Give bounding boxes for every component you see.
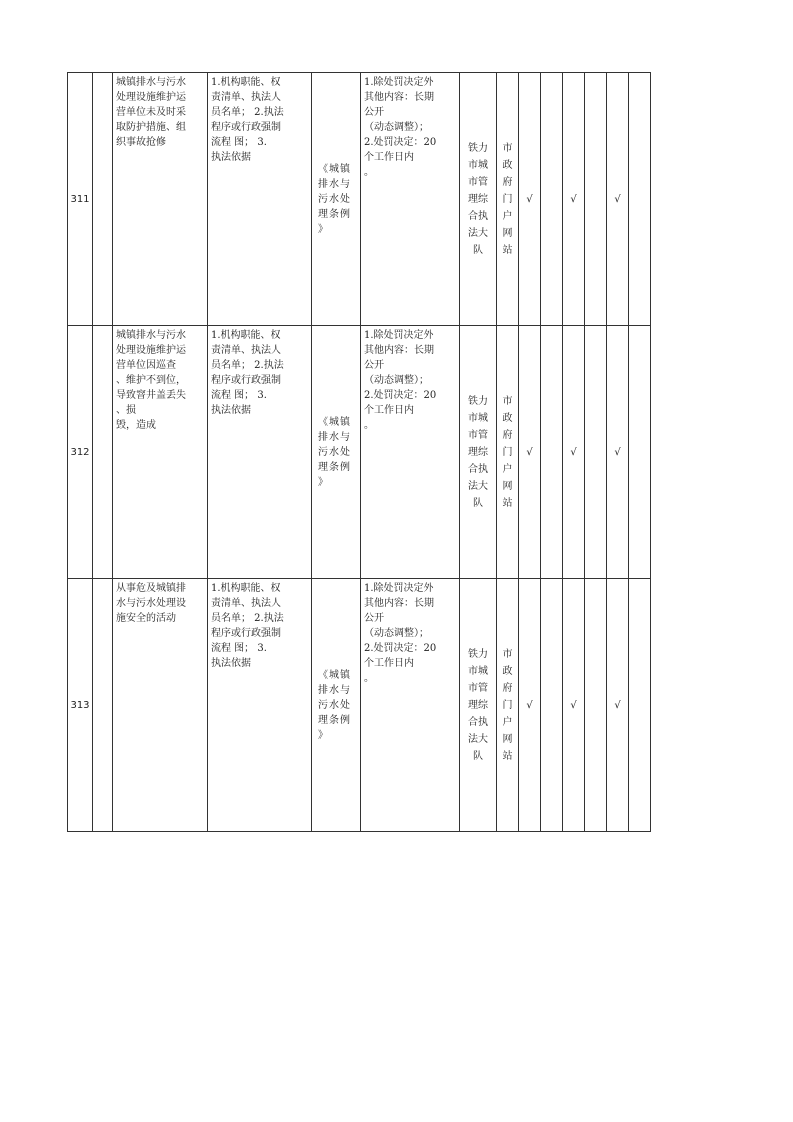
- basis-line: 污水处: [318, 446, 351, 458]
- spacer-cell: [93, 73, 113, 326]
- basis-line: 》: [318, 476, 329, 488]
- period-line: （动态调整）；: [364, 122, 429, 133]
- period-line: 2.处罚决定：20: [364, 137, 437, 148]
- content-line: 1.机构职能、权: [211, 583, 281, 594]
- empty-cell: [629, 579, 651, 832]
- item-line: 水与污水处理设: [116, 598, 186, 609]
- period-line: 1.除处罚决定外: [364, 77, 434, 88]
- content-line: 员名单； 2.执法: [211, 360, 284, 371]
- content-cell: [208, 326, 312, 579]
- row-number: 311: [68, 73, 93, 326]
- subject-cell: [460, 579, 497, 832]
- period-line: 公开: [364, 613, 384, 624]
- content-line: 程序或行政强制: [211, 628, 281, 639]
- empty-cell: [541, 579, 563, 832]
- item-line: 营单位未及时采: [116, 107, 186, 118]
- content-line: 流程 图； 3.: [211, 390, 267, 401]
- basis-cell: [312, 73, 361, 326]
- spacer-cell: [93, 579, 113, 832]
- basis-cell: [312, 326, 361, 579]
- item-line: 城镇排水与污水: [116, 330, 186, 341]
- row-number: 313: [68, 579, 93, 832]
- basis-line: 《城镇: [318, 416, 351, 428]
- basis-line: 污水处: [318, 699, 351, 711]
- basis-line: 理条例: [318, 208, 351, 220]
- empty-cell: [629, 73, 651, 326]
- empty-cell: [585, 326, 607, 579]
- item-line: 取防护措施、组: [116, 122, 186, 133]
- content-line: 员名单； 2.执法: [211, 107, 284, 118]
- period-line: 其他内容：长期: [364, 345, 434, 356]
- spacer-cell: [93, 326, 113, 579]
- check-mark: √: [519, 73, 541, 326]
- subject-text: 铁力市城市管理综合执法大队: [468, 395, 488, 509]
- table-row: [68, 326, 651, 579]
- period-line: 。: [364, 167, 374, 178]
- item-line: 、损: [116, 405, 136, 416]
- period-cell: [361, 73, 460, 326]
- content-line: 1.机构职能、权: [211, 330, 281, 341]
- subject-text: 铁力市城市管理综合执法大队: [468, 142, 488, 256]
- item-line: 处理设施维护运: [116, 345, 186, 356]
- check-mark: √: [607, 326, 629, 579]
- check-mark: √: [563, 579, 585, 832]
- basis-line: 《城镇: [318, 163, 351, 175]
- basis-line: 》: [318, 223, 329, 235]
- row-number: 312: [68, 326, 93, 579]
- content-cell: [208, 579, 312, 832]
- content-line: 执法依据: [211, 405, 251, 416]
- content-line: 流程 图； 3.: [211, 643, 267, 654]
- basis-text: [318, 162, 354, 237]
- content-line: 责清单、执法人: [211, 598, 281, 609]
- period-cell: [361, 579, 460, 832]
- basis-line: 理条例: [318, 714, 351, 726]
- empty-cell: [541, 73, 563, 326]
- basis-line: 排水与: [318, 684, 351, 696]
- item-cell: [113, 73, 208, 326]
- empty-cell: [585, 579, 607, 832]
- check-mark: √: [607, 579, 629, 832]
- check-mark: √: [563, 73, 585, 326]
- basis-line: 污水处: [318, 193, 351, 205]
- content-line: 程序或行政强制: [211, 375, 281, 386]
- period-line: 。: [364, 420, 374, 431]
- table-row: [68, 579, 651, 832]
- check-mark: √: [607, 73, 629, 326]
- channel-text: 市政府门户网站: [502, 142, 513, 256]
- subject-cell: [460, 73, 497, 326]
- content-line: 责清单、执法人: [211, 345, 281, 356]
- period-line: 2.处罚决定：20: [364, 643, 437, 654]
- basis-text: [318, 415, 354, 490]
- basis-line: 排水与: [318, 178, 351, 190]
- period-cell: [361, 326, 460, 579]
- check-mark: √: [563, 326, 585, 579]
- period-line: 公开: [364, 107, 384, 118]
- period-line: 2.处罚决定：20: [364, 390, 437, 401]
- item-line: 施安全的活动: [116, 613, 176, 624]
- table-row: [68, 73, 651, 326]
- content-line: 执法依据: [211, 658, 251, 669]
- item-line: 处理设施维护运: [116, 92, 186, 103]
- item-line: 营单位因巡查: [116, 360, 176, 371]
- item-cell: [113, 579, 208, 832]
- check-mark: √: [519, 579, 541, 832]
- basis-cell: [312, 579, 361, 832]
- channel-cell: [497, 326, 519, 579]
- item-line: 、维护不到位，: [116, 375, 186, 386]
- channel-cell: [497, 579, 519, 832]
- subject-cell: [460, 326, 497, 579]
- disclosure-table: [67, 72, 651, 832]
- basis-line: 》: [318, 729, 329, 741]
- item-line: 城镇排水与污水: [116, 77, 186, 88]
- period-line: （动态调整）；: [364, 628, 429, 639]
- period-line: 个工作日内: [364, 152, 414, 163]
- channel-text: 市政府门户网站: [502, 648, 513, 762]
- basis-line: 《城镇: [318, 669, 351, 681]
- content-cell: [208, 73, 312, 326]
- item-line: 毁，造成: [116, 420, 156, 431]
- period-line: 公开: [364, 360, 384, 371]
- content-line: 程序或行政强制: [211, 122, 281, 133]
- period-line: 其他内容：长期: [364, 92, 434, 103]
- content-line: 执法依据: [211, 152, 251, 163]
- item-cell: [113, 326, 208, 579]
- empty-cell: [541, 326, 563, 579]
- channel-cell: [497, 73, 519, 326]
- subject-text: 铁力市城市管理综合执法大队: [468, 648, 488, 762]
- period-line: 个工作日内: [364, 405, 414, 416]
- empty-cell: [585, 73, 607, 326]
- content-line: 1.机构职能、权: [211, 77, 281, 88]
- item-line: 从事危及城镇排: [116, 583, 186, 594]
- content-line: 员名单； 2.执法: [211, 613, 284, 624]
- empty-cell: [629, 326, 651, 579]
- basis-line: 排水与: [318, 431, 351, 443]
- item-line: 导致窨井盖丢失: [116, 390, 186, 401]
- period-line: （动态调整）；: [364, 375, 429, 386]
- period-line: 个工作日内: [364, 658, 414, 669]
- channel-text: 市政府门户网站: [502, 395, 513, 509]
- content-line: 流程 图； 3.: [211, 137, 267, 148]
- content-line: 责清单、执法人: [211, 92, 281, 103]
- check-mark: √: [519, 326, 541, 579]
- period-line: 。: [364, 673, 374, 684]
- period-line: 1.除处罚决定外: [364, 330, 434, 341]
- period-line: 1.除处罚决定外: [364, 583, 434, 594]
- basis-text: [318, 668, 354, 743]
- item-line: 织事故抢修: [116, 137, 166, 148]
- period-line: 其他内容：长期: [364, 598, 434, 609]
- basis-line: 理条例: [318, 461, 351, 473]
